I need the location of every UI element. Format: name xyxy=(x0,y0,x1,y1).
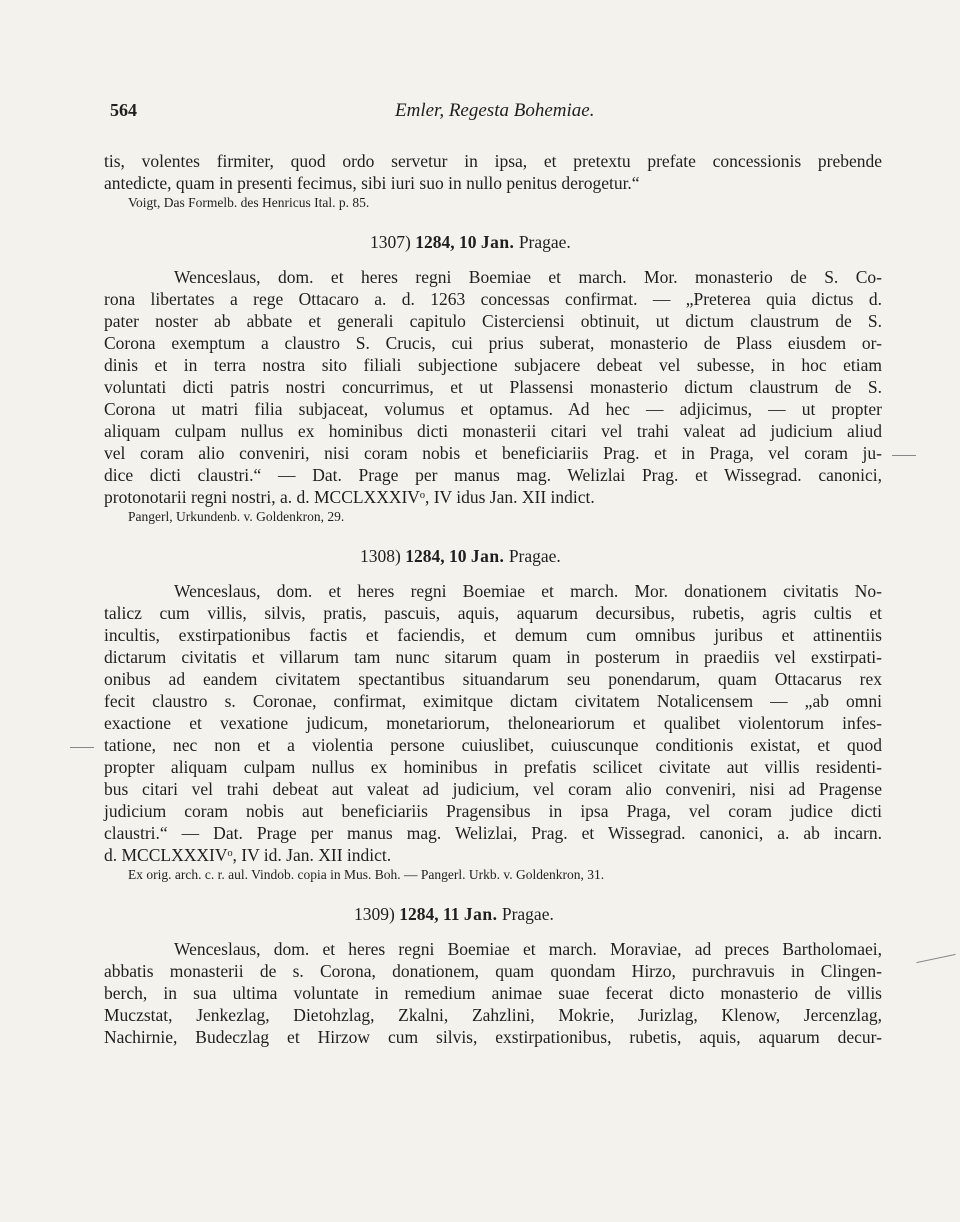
text-line: talicz cum villis, silvis, pratis, pascuis, aquis, aquarum decursibus, rubetis, agris cultis et xyxy=(104,603,882,623)
entry-place: Pragae. xyxy=(508,546,561,566)
text-line: fecit claustro s. Coronae, confirmat, eximitque dictam civitatem Notalicensem — „ab omni xyxy=(104,691,882,711)
source-citation: Pangerl, Urkundenb. v. Goldenkron, 29. xyxy=(128,509,345,524)
text-line: Wenceslaus, dom. et heres regni Boemiae et march. Mor. monasterio de S. Co- xyxy=(174,267,882,287)
text-line: claustri.“ — Dat. Prage per manus mag. Welizlai, Prag. et Wissegrad. canonici, a. ab incarn. xyxy=(104,823,882,843)
text-line: onibus ad eandem civitatem spectantibus situandarum seu ponendarum, quam Ottacarus rex xyxy=(104,669,882,689)
entry-number: 1308) xyxy=(360,546,401,566)
text-line: incultis, exstirpationibus factis et faciendis, et demum cum omnibus juribus et attinentiis xyxy=(104,625,882,645)
source-citation: Ex orig. arch. c. r. aul. Vindob. copia in Mus. Boh. — Pangerl. Urkb. v. Goldenkron, 31. xyxy=(128,867,605,882)
page-number: 564 xyxy=(110,100,137,120)
text-line: protonotarii regni nostri, a. d. MCCLXXXIVᵒ, IV idus Jan. XII indict. xyxy=(104,487,595,507)
text-line: judicium coram nobis aut beneficiariis Pragensibus in ipsa Praga, vel coram judice dicti xyxy=(104,801,882,821)
entry-heading xyxy=(360,546,561,567)
entry-place: Pragae. xyxy=(518,232,571,252)
text-line: Wenceslaus, dom. et heres regni Boemiae et march. Mor. donationem civitatis No- xyxy=(174,581,882,601)
text-line: rona libertates a rege Ottacaro a. d. 1263 concessas confirmat. — „Preterea quia dictus d. xyxy=(104,289,882,309)
text-line: dictarum civitatis et villarum tam nunc sitarum quam in posterum in praediis vel exstirpati- xyxy=(104,647,882,667)
text-line: Corona ut matri filia subjaceat, volumus et optamus. Ad hec — adjicimus, — ut propter xyxy=(104,399,882,419)
entry-heading xyxy=(370,232,571,253)
running-title: Emler, Regesta Bohemiae. xyxy=(395,100,595,121)
entry-number: 1307) xyxy=(370,232,411,252)
text-line: bus citari vel trahi debeat aut valeat ad judicium, vel coram alio conveniri, nisi ad Pragense xyxy=(104,779,882,799)
entry-day: 10 xyxy=(448,546,467,566)
text-line: aliquam culpam nullus ex hominibus dicti monasterii citari vel trahi valeat ad judicium aliud xyxy=(104,421,882,441)
entry-day: 11 xyxy=(442,904,460,924)
text-line: voluntati dicti patris nostri concurrimus, et ut Plassensi monasterio dictum claustrum de S. xyxy=(104,377,882,397)
text-line: Wenceslaus, dom. et heres regni Boemiae et march. Moraviae, ad preces Bartholomaei, xyxy=(174,939,882,959)
text-line: Nachirnie, Budeczlag et Hirzow cum silvis, exstirpationibus, rubetis, aquis, aquarum decur- xyxy=(104,1027,882,1047)
text-line: Corona exemptum a claustro S. Crucis, cui prius suberat, monasterio de Plass eiusdem or- xyxy=(104,333,882,353)
text-line: dinis et in terra nostra sito filiali subjectione subjacere debeat vel subesse, in hoc etiam xyxy=(104,355,882,375)
margin-mark xyxy=(892,455,916,456)
source-citation: Voigt, Das Formelb. des Henricus Ital. p. 85. xyxy=(128,195,370,210)
entry-year: 1284, xyxy=(415,232,455,252)
text-line: d. MCCLXXXIVᵒ, IV id. Jan. XII indict. xyxy=(104,845,392,865)
text-line: pater noster ab abbate et generali capitulo Cisterciensi obtinuit, ut dictum claustrum de S. xyxy=(104,311,882,331)
margin-mark xyxy=(916,954,955,963)
text-line: tatione, nec non et a violentia persone cuiuslibet, cuiuscunque conditionis existat, et quod xyxy=(104,735,882,755)
text-line: vel coram alio conveniri, nisi coram nobis et beneficiariis Prag. et in Praga, vel coram ju- xyxy=(104,443,882,463)
text-line: dice dicti claustri.“ — Dat. Prage per manus mag. Welizlai Prag. et Wissegrad. canonici, xyxy=(104,465,882,485)
entry-month: Jan. xyxy=(470,546,505,566)
text-line: berch, in sua ultima voluntate in remedium animae suae fecerat dicto monasterio de villis xyxy=(104,983,882,1003)
entry-month: Jan. xyxy=(480,232,515,252)
text-line: exactione et vexatione judicum, monetariorum, theloneariorum et qualibet violentorum infes- xyxy=(104,713,882,733)
entry-month: Jan. xyxy=(463,904,498,924)
text-line: Muczstat, Jenkezlag, Dietohzlag, Zkalni, Zahzlini, Mokrie, Jurizlag, Klenow, Jercenzlag, xyxy=(104,1005,882,1025)
entry-day: 10 xyxy=(458,232,477,252)
text-line: propter aliquam culpam nullus ex hominibus in prefatis scilicet civitate aut villis residenti- xyxy=(104,757,882,777)
entry-year: 1284, xyxy=(399,904,439,924)
entry-heading xyxy=(354,904,554,925)
margin-mark xyxy=(70,747,94,748)
entry-number: 1309) xyxy=(354,904,395,924)
text-line: abbatis monasterii de s. Corona, donationem, quam quondam Hirzo, purchravuis in Clingen- xyxy=(104,961,882,981)
text-line: antedicte, quam in presenti fecimus, sibi iuri suo in nullo penitus derogetur.“ xyxy=(104,173,640,193)
entry-place: Pragae. xyxy=(501,904,554,924)
entry-year: 1284, xyxy=(405,546,445,566)
text-line: tis, volentes firmiter, quod ordo servetur in ipsa, et pretextu prefate concessionis prebende xyxy=(104,151,882,171)
